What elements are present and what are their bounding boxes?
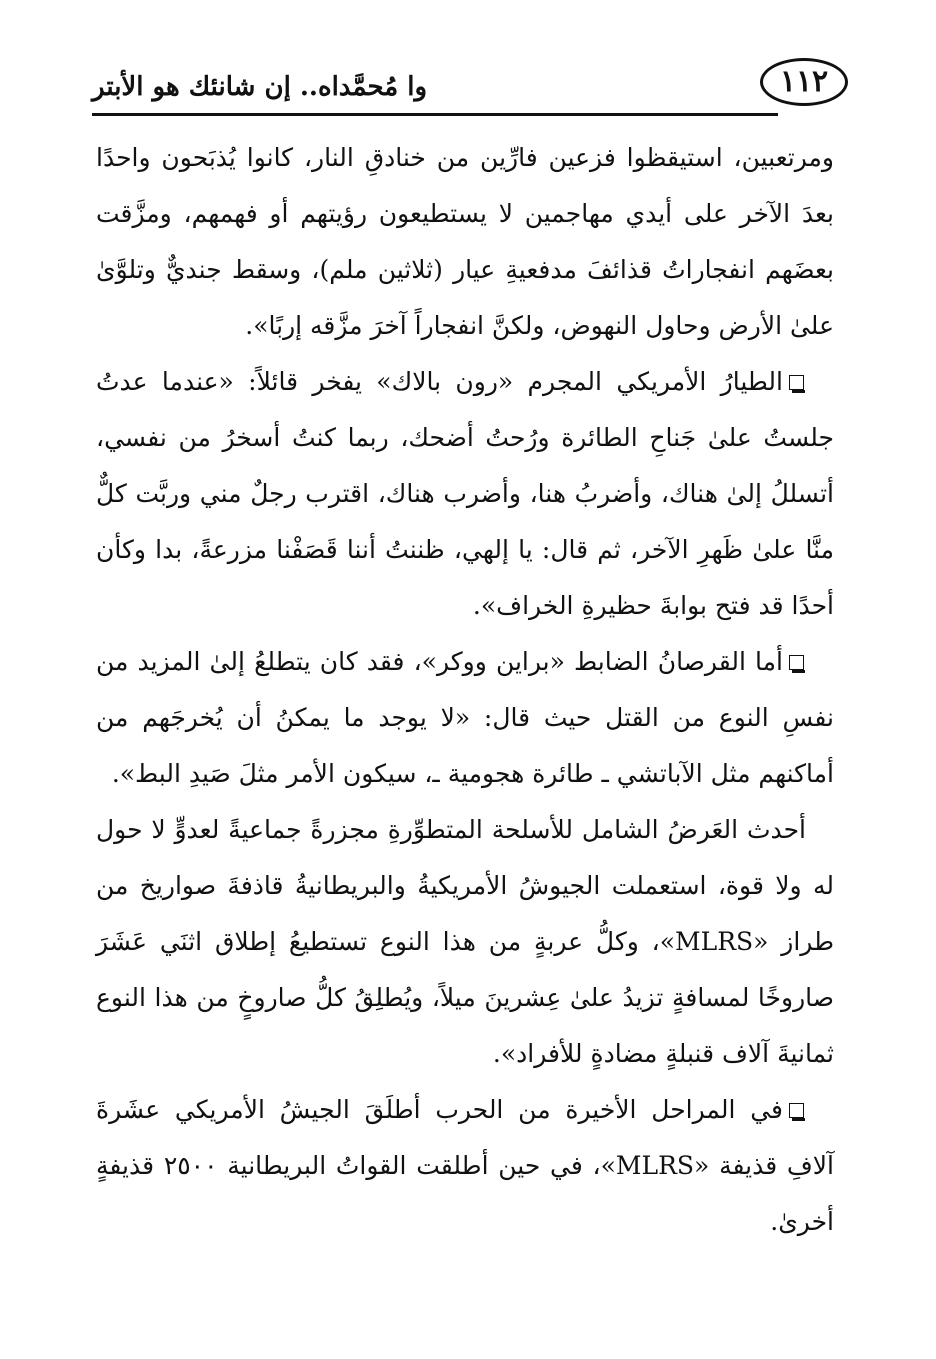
paragraph-1-text: ومرتعبين، استيقظوا فزعين فارِّين من خنادقِ النار، كانوا يُذبَحون واحدًا بعدَ الآخر على أيدي مهاجمين لا يستطيعون رؤيتهم أو فهمهم، ومزَّقت بعضَهم انفجاراتُ قذائفَ مدفعيةِ عيار (ثلاثين ملم)، وسقط جنديٌّ وتلوَّىٰ علىٰ الأرض وحاول النهوض، ولكنَّ انفجاراً آخرَ مزَّقه إربًا». <box>96 143 834 340</box>
paragraph-2 <box>96 354 834 634</box>
square-bullet-icon <box>789 375 804 390</box>
paragraph-4 <box>96 802 834 1082</box>
paragraph-3-text: أما القرصانُ الضابط «براين ووكر»، فقد كان يتطلعُ إلىٰ المزيد من نفسِ النوع من القتل حيث قال: «لا يوجد ما يمكنُ أن يُخرجَهم من أماكنهم مثل الآباتشي ـ طائرة هجومية ـ، سيكون الأمر مثلَ صَيدِ البط». <box>96 647 834 788</box>
page-number: ١١٢ <box>760 58 848 106</box>
paragraph-3 <box>96 634 834 802</box>
paragraph-5-text: في المراحل الأخيرة من الحرب أطلَقَ الجيشُ الأمريكي عشَرةَ آلافِ قذيفة «MLRS»، في حين أطلقت القواتُ البريطانية ٢٥٠٠ قذيفةٍ أخرىٰ. <box>96 1095 834 1236</box>
paragraph-2-text: الطيارُ الأمريكي المجرم «رون بالاك» يفخر قائلاً: «عندما عدتُ جلستُ علىٰ جَناحِ الطائرة ورُحتُ أضحك، ربما كنتُ أسخرُ من نفسي، أتسللُ إلىٰ هناك، وأضربُ هنا، وأضرب هناك، اقترب رجلٌ مني وربَّت كلٌّ منَّا علىٰ ظَهرِ الآخر، ثم قال: يا إلهي، ظننتُ أننا قَصَفْنا مزرعةً، بدا وكأن أحدًا قد فتح بوابةَ حظيرةِ الخراف». <box>96 367 834 620</box>
running-header <box>92 58 848 116</box>
body-text <box>96 130 834 1250</box>
header-rule <box>92 113 778 116</box>
paragraph-4-text: أحدث العَرضُ الشامل للأسلحة المتطوِّرةِ مجزرةً جماعيةً لعدوٍّ لا حول له ولا قوة، استعملت الجيوشُ الأمريكيةُ والبريطانيةُ قاذفةَ صواريخ من طراز «MLRS»، وكلُّ عربةٍ من هذا النوع تستطيعُ إطلاق اثنَي عَشَرَ صاروخًا لمسافةٍ تزيدُ علىٰ عِشرينَ ميلاً، ويُطلِقُ كلُّ صاروخٍ من هذا النوع ثمانيةَ آلاف قنبلةٍ مضادةٍ للأفراد». <box>96 815 834 1068</box>
square-bullet-icon <box>789 1103 804 1118</box>
paragraph-1 <box>96 130 834 354</box>
paragraph-5 <box>96 1082 834 1250</box>
running-title: وا مُحمَّداه.. إن شانئك هو الأبتر <box>92 72 428 102</box>
square-bullet-icon <box>789 655 804 670</box>
